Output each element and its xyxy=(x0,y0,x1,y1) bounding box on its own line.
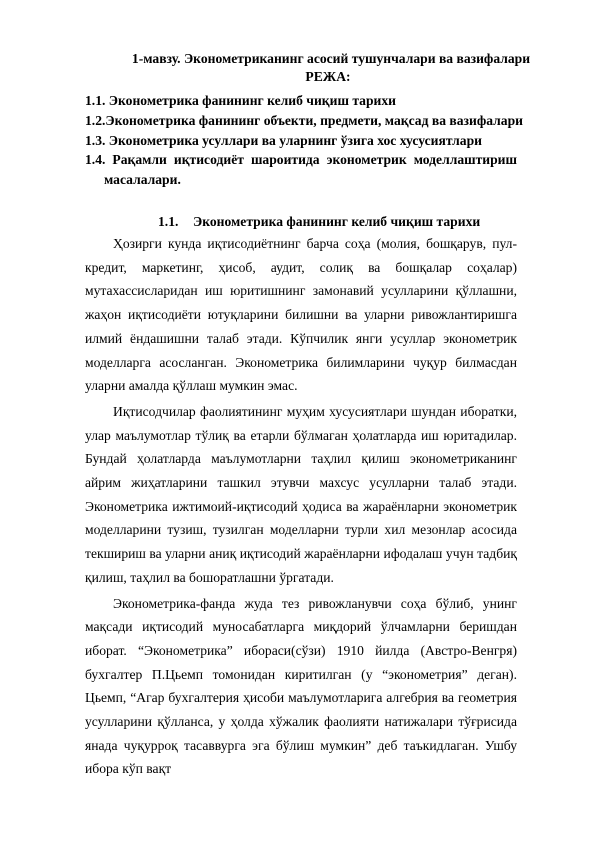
plan-item-3: 1.3. Эконометрика усуллари ва уларнинг ўзига хос хусусиятлари xyxy=(85,132,482,148)
plan-item-2: 1.2.Эконометрика фанининг объекти, предмети, мақсад ва вазифалари xyxy=(85,112,523,128)
paragraph: Иқтисодчилар фаолиятининг муҳим хусусиятлари шундан иборатки, улар маълумотлар тўлиқ ва етарли бўлмаган ҳолатларда иш юритадилар. Бундай ҳолатларда маълумотларни таҳлил қилиш эконометриканинг айрим жиҳатларини ташкил этувчи махсус усулларни талаб этади. Эконометрика ижтимоий-иқтисодий ҳодиса ва жараёнларни эконометрик моделларини тузиш, тузилган моделларни турли хил мезонлар асосида текшириш ва уларни аниқ иқтисодий жараёнларни ифодалаш учун тадбиқ қилиш, таҳлил ва бошоратлашни ўргатади. xyxy=(85,403,517,585)
section-number: 1.1. xyxy=(158,214,179,229)
plan-item-4: 1.4. Рақамли иқтисодиёт шароитида эконометрик моделлаштириш xyxy=(85,152,517,168)
plan-title: РЕЖА: xyxy=(305,69,351,84)
paragraph: Эконометрика-фанда жуда тез ривожланувчи соҳа бўлиб, унинг мақсади иқтисодий муносабатларга миқдорий ўлчамларни беришдан иборат. “Эконометрика” ибораси(сўзи) 1910 йилда (Австро-Венгря) бухгалтер П.Цьемп томонидан киритилган (у “эконометрия” деган). Цьемп, “Агар бухгалтерия ҳисоби маълумотларига алгебрия ва геометрия усулларини қўлланса, у ҳолда хўжалик фаолияти натижалари тўғрисида янада чуқурроқ тасаввурга эга бўлиш мумкин” деб таъкидлаган. Ушбу ибора кўп вақт xyxy=(85,595,517,777)
paragraph: Ҳозирги кунда иқтисодиётнинг барча соҳа (молия, бошқарув, пул-кредит, маркетинг, ҳисоб, аудит, солиқ ва бошқалар соҳалар) мутахассисларидан иш юритишнинг замонавий усулларини қўллашни, жаҳон иқтисодиёти ютуқларини билишни ва уларни ривожлантиришга илмий ёндашишни талаб этади. Кўпчилик янги усуллар эконометрик моделларга асосланган. Эконометрика билимларини чуқур билмасдан уларни амалда қўллаш мумкин эмас. xyxy=(85,236,517,394)
section-heading-text: Эконометрика фанининг келиб чиқиш тарихи xyxy=(193,214,481,229)
body-text xyxy=(85,232,517,781)
plan-list xyxy=(85,91,523,190)
plan-item-1: 1.1. Эконометрика фанининг келиб чиқиш тарихи xyxy=(85,93,396,108)
section-heading xyxy=(158,213,480,231)
document-title: 1-мавзу. Эконометриканинг асосий тушунчалари ва вазифалари xyxy=(131,51,531,66)
plan-item-4-continuation: масалалари. xyxy=(104,172,181,188)
